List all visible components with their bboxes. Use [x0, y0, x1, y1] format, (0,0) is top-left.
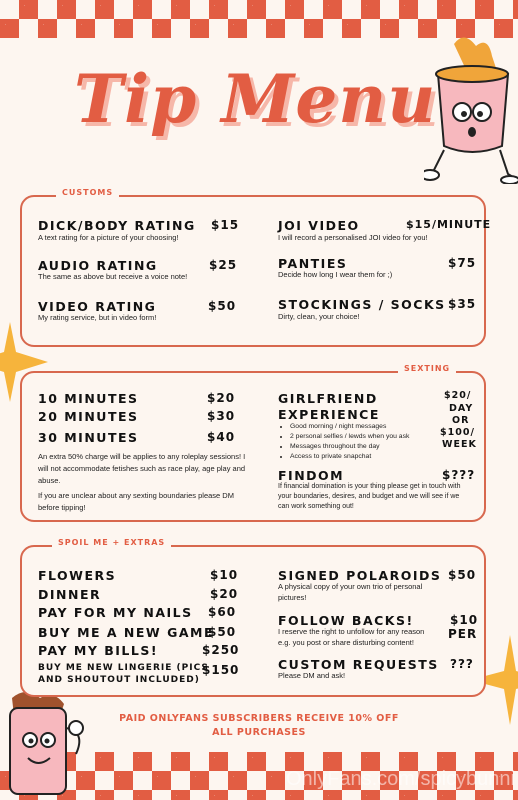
mug-mascot-icon	[0, 688, 90, 800]
gf-price: DAY	[449, 403, 474, 414]
item-price: $50	[208, 299, 237, 313]
item-price: $25	[209, 258, 238, 272]
discount-line-1: PAID ONLYFANS SUBSCRIBERS RECEIVE 10% OFF	[119, 713, 399, 724]
gf-name-2: EXPERIENCE	[278, 407, 380, 422]
spoil-panel	[20, 538, 486, 697]
polaroids-name: SIGNED POLAROIDS	[278, 568, 442, 583]
item-price: $20	[207, 391, 236, 405]
item-price: $250	[202, 643, 240, 657]
list-item: • Messages throughout the day	[290, 442, 450, 452]
item-desc: Decide how long I wear them for ;)	[278, 270, 393, 279]
item-price: $50	[208, 625, 237, 639]
item-price: $15/MINUTE	[406, 218, 492, 231]
item-price: $35	[448, 297, 477, 311]
boundaries-note: If you are unclear about any sexting boundaries please DM before tipping!	[38, 491, 234, 512]
item-price: $40	[207, 430, 236, 444]
list-item: • Good morning / night messages	[290, 422, 450, 432]
discount-note	[0, 712, 518, 740]
lingerie-price: $150	[202, 663, 240, 677]
item-price: $15	[211, 218, 240, 232]
lingerie-name: BUY ME NEW LINGERIE (PICS	[38, 663, 209, 673]
customs-panel	[20, 188, 492, 347]
watermark: OnlyFans.com/spicybunni	[286, 768, 515, 790]
cup-mascot-icon	[424, 34, 518, 184]
item-name: DICK/BODY RATING	[38, 218, 196, 233]
item-name: STOCKINGS / SOCKS	[278, 297, 446, 312]
gf-bullets	[278, 422, 450, 462]
gf-name: GIRLFRIEND	[278, 391, 378, 406]
item-price: $60	[208, 605, 237, 619]
gf-price: $100/	[440, 427, 475, 438]
findom-price: $???	[442, 468, 476, 482]
item-price: $20	[210, 587, 239, 601]
page-title: Tip Menu	[74, 60, 437, 138]
item-name: PAY FOR MY NAILS	[38, 605, 193, 620]
item-name: PAY MY BILLS!	[38, 643, 159, 658]
sexting-label: SEXTING	[398, 364, 456, 373]
sexting-panel	[20, 364, 486, 522]
custom-name: CUSTOM REQUESTS	[278, 657, 439, 672]
findom-name: FINDOM	[278, 468, 345, 483]
follow-desc: I reserve the right to unfollow for any reason e.g. you post or share disturbing content!	[278, 627, 425, 647]
lingerie-name-2: AND SHOUTOUT INCLUDED)	[38, 675, 200, 685]
item-name: JOI VIDEO	[278, 218, 360, 233]
tip-menu-title	[74, 60, 437, 160]
list-item: • 2 personal selfies / lewds when you ask	[290, 432, 450, 442]
follow-name: FOLLOW BACKS!	[278, 613, 414, 628]
item-desc: Dirty, clean, your choice!	[278, 312, 360, 321]
item-desc: The same as above but receive a voice note!	[38, 272, 188, 281]
item-name: VIDEO RATING	[38, 299, 157, 314]
item-desc: A text rating for a picture of your choosing!	[38, 233, 179, 242]
follow-price: $10	[450, 613, 479, 627]
item-price: $10	[210, 568, 239, 582]
findom-desc: If financial domination is your thing please get in touch with your boundaries, desires, and budget and we will see if we can work something out!	[278, 483, 461, 510]
list-item: • Access to private snapchat	[290, 452, 450, 462]
polaroids-desc: A physical copy of your own trio of personal pictures!	[278, 582, 423, 602]
custom-desc: Please DM and ask!	[278, 671, 346, 680]
spoil-label: SPOIL ME + EXTRAS	[52, 538, 171, 547]
item-name: 20 MINUTES	[38, 409, 139, 424]
item-desc: I will record a personalised JOI video for you!	[278, 233, 428, 242]
item-name: PANTIES	[278, 256, 348, 271]
item-name: 30 MINUTES	[38, 430, 139, 445]
item-name: 10 MINUTES	[38, 391, 139, 406]
item-desc: My rating service, but in video form!	[38, 313, 157, 322]
customs-label: CUSTOMS	[56, 188, 119, 197]
gf-price: OR	[452, 415, 470, 426]
item-price: $30	[207, 409, 236, 423]
item-price: $75	[448, 256, 477, 270]
discount-line-2: ALL PURCHASES	[212, 727, 306, 738]
checker-border-top	[0, 0, 518, 38]
follow-price-2: PER	[448, 627, 478, 641]
gf-price: WEEK	[442, 439, 477, 450]
item-name: AUDIO RATING	[38, 258, 158, 273]
gf-price: $20/	[444, 390, 472, 401]
custom-price: ???	[450, 657, 474, 671]
item-name: DINNER	[38, 587, 102, 602]
item-name: BUY ME A NEW GAME	[38, 625, 214, 640]
roleplay-note: An extra 50% charge will be applies to any roleplay sessions! I will not accommodate fetishes such as race play, age play and abuse.	[38, 452, 246, 485]
polaroids-price: $50	[448, 568, 477, 582]
item-name: FLOWERS	[38, 568, 117, 583]
